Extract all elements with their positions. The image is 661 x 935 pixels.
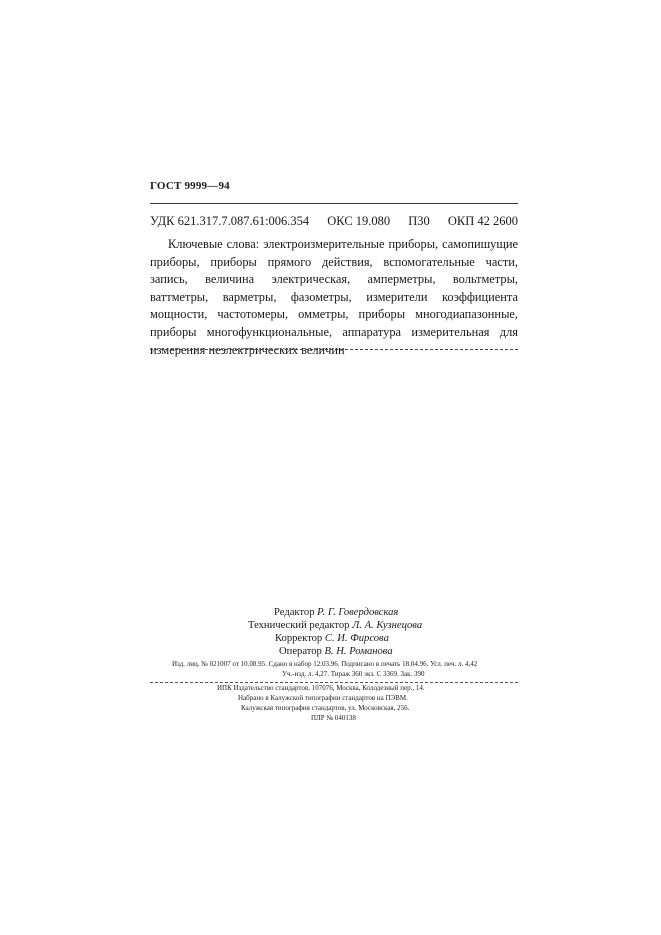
publisher-line-2: Набрано в Калужской типографии стандартов на ПЭВМ. <box>238 694 408 702</box>
imprint-line-1: Изд. лиц. № 021007 от 10.08.95. Сдано в набор 12.03.96. Подписано в печать 18.04.96. Усл. печ. л. 4,42 <box>172 660 478 668</box>
operator-role: Оператор <box>279 646 322 657</box>
editor-credit <box>274 606 398 619</box>
publisher-line-4: ПЛР № 040138 <box>311 714 356 722</box>
publisher-line-3: Калужская типография стандартов, ул. Московская, 256. <box>241 704 410 712</box>
operator-credit <box>279 645 393 658</box>
editor-role: Редактор <box>274 607 315 618</box>
corrector-credit <box>275 632 389 645</box>
okp-code: ОКП 42 2600 <box>447 214 518 228</box>
udk-code: УДК 621.317.7.087.61:006.354 <box>150 214 310 228</box>
editor-name: Р. Г. Говердовская <box>317 607 399 618</box>
keywords-paragraph: Ключевые слова: электроизмерительные приборы, самопишущие приборы, приборы прямого действия, вспомогательные части, запись, величина электрическая, амперметры, вольтметры, ваттметры, варметры, фазометры, измерители коэффициента мощности, частотомеры, омметры, приборы многодиапазонные, приборы многофункциональные, аппаратура измерительная для измерения неэлектрических величин <box>150 237 518 357</box>
tech-editor-credit <box>248 619 422 632</box>
imprint-line-2: Уч.-изд. л. 4,27. Тираж 360 экз. С 3369. Зак. 390 <box>282 670 425 678</box>
operator-name: В. Н. Романова <box>324 646 393 657</box>
keywords-divider <box>150 349 518 350</box>
tech-editor-name: Л. А. Кузнецова <box>352 620 423 631</box>
tech-editor-role: Технический редактор <box>248 620 350 631</box>
oks-code: ОКС 19.080 <box>327 214 391 228</box>
imprint-divider <box>150 682 518 683</box>
classification-row <box>150 214 518 229</box>
standard-number: ГОСТ 9999—94 <box>150 180 230 192</box>
top-divider <box>150 203 518 204</box>
corrector-name: С. И. Фирсова <box>324 633 389 644</box>
corrector-role: Корректор <box>275 633 323 644</box>
group-code: П30 <box>408 214 430 228</box>
publisher-line-1: ИПК Издательство стандартов, 107076, Москва, Колодезный пер., 14. <box>217 684 425 692</box>
